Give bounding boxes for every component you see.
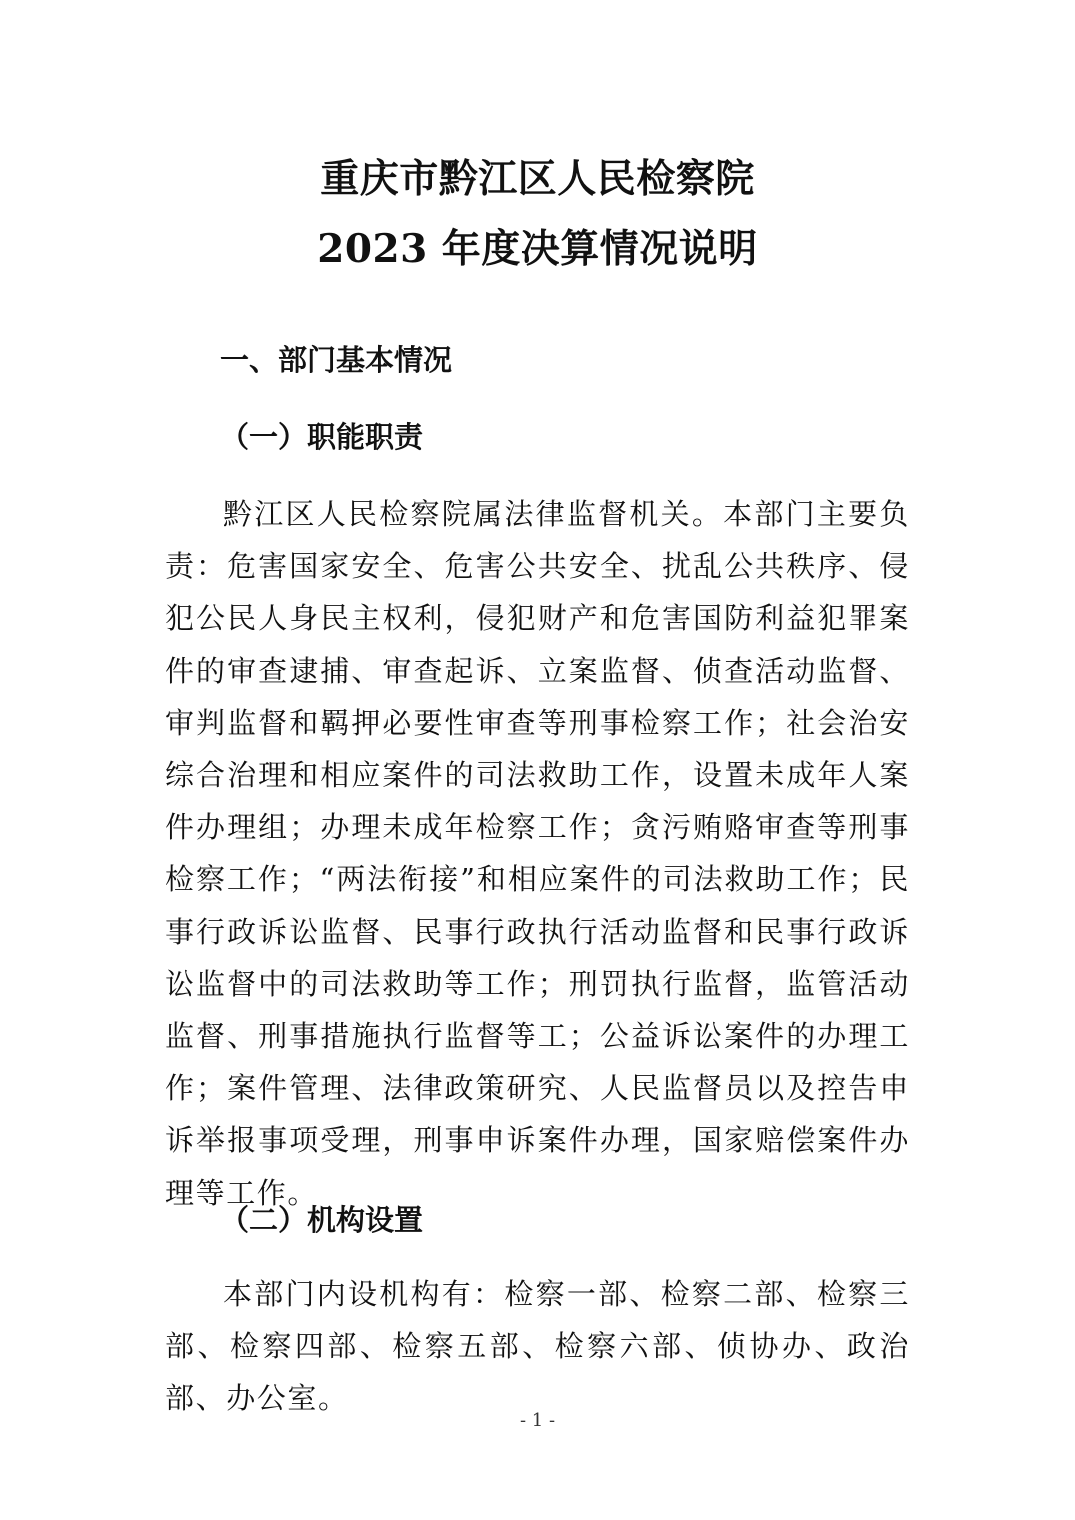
organization-paragraph: 本部门内设机构有：检察一部、检察二部、检察三部、检察四部、检察五部、检察六部、侦协办、政治部、办公室。 xyxy=(165,1277,910,1416)
duties-paragraph: 黔江区人民检察院属法律监督机关。本部门主要负责：危害国家安全、危害公共安全、扰乱公共秩序、侵犯公民人身民主权利，侵犯财产和危害国防利益犯罪案件的审查逮捕、审查起诉、立案监督、侦查活动监督、审判监督和羁押必要性审查等刑事检察工作；社会治安综合治理和相应案件的司法救助工作，设置未成年人案件办理组；办理未成年检察工作；贪污贿赂审查等刑事检察工作；“两法衔接”和相应案件的司法救助工作；民事行政诉讼监督、民事行政执行活动监督和民事行政诉讼监督中的司法救助等工作；刑罚执行监督，监管活动监督、刑事措施执行监督等工；公益诉讼案件的办理工作；案件管理、法律政策研究、人民监督员以及控告申诉举报事项受理，刑事申诉案件办理，国家赔偿案件办理等工作。 xyxy=(165,497,910,1210)
document-title-line1: 重庆市黔江区人民检察院 xyxy=(320,156,755,202)
subsection-heading-duties: （一）职能职责 xyxy=(220,420,424,454)
subsection-heading-organization: （二）机构设置 xyxy=(220,1203,424,1237)
document-title-line2: 2023 年度决算情况说明 xyxy=(317,226,758,272)
page-number: - 1 - xyxy=(519,1410,556,1431)
section-heading-basic-info: 一、部门基本情况 xyxy=(220,343,453,377)
